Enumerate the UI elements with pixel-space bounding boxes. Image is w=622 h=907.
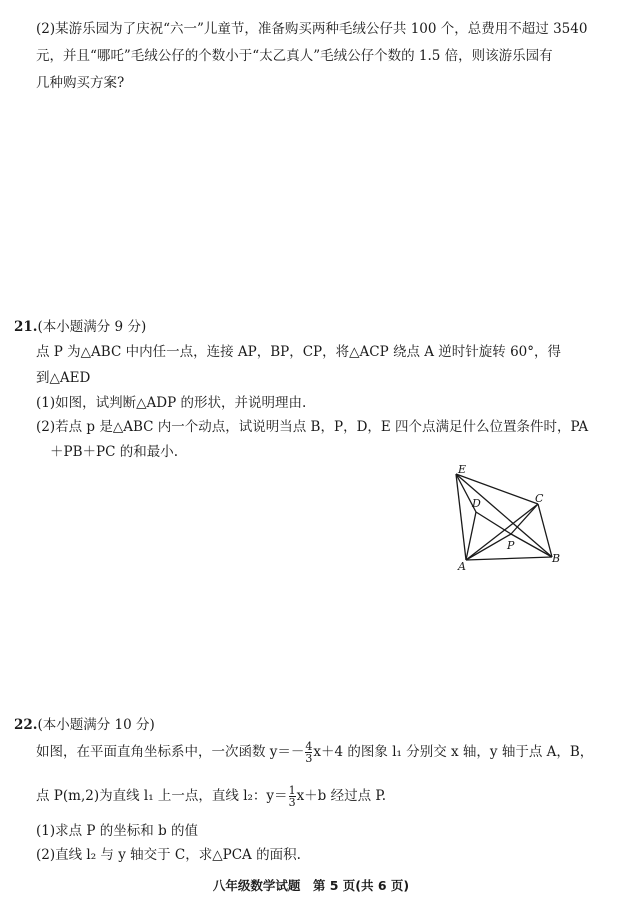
segment-cb (538, 504, 552, 557)
fraction-denominator: 3 (305, 752, 313, 765)
q20-part2-line2: 元，并且“哪吒”毛绒公仔的个数小于“太乙真人”毛绒公仔个数的 1.5 倍，则该游乐园有 (36, 48, 553, 64)
q20-part2-line1: (2)某游乐园为了庆祝“六一”儿童节，准备购买两种毛绒公仔共 100 个，总费用不超过 3540 (36, 21, 588, 37)
label-p: P (507, 539, 515, 552)
q21-score-note: (本小题满分 9 分) (37, 319, 147, 335)
q21-geometry-figure (440, 462, 590, 582)
fraction-numerator: 4 (305, 740, 313, 753)
segment-pb (511, 534, 552, 557)
segment-ap (466, 534, 511, 560)
segment-ab (466, 557, 552, 560)
q22-heading (14, 716, 155, 734)
fraction-numerator: 1 (288, 784, 296, 797)
q22-stem-line2 (36, 784, 386, 808)
page-footer: 八年级数学试题 第 5 页(共 6 页) (212, 878, 410, 893)
segment-ae (456, 474, 466, 560)
q22-score-note: (本小题满分 10 分) (37, 717, 155, 733)
q22-stem-line2-part-b: x＋b 经过点 P. (296, 788, 387, 804)
q22-stem-line1-part-a: 如图，在平面直角坐标系中，一次函数 y＝－ (36, 744, 305, 760)
q21-number: 21. (14, 319, 38, 335)
q22-fraction-4-3 (305, 741, 312, 764)
q22-stem-line1 (36, 740, 593, 764)
q22-fraction-1-3 (289, 785, 296, 808)
segment-ec (456, 474, 538, 504)
q22-stem-line2-part-a: 点 P(m,2)为直线 l₁ 上一点，直线 l₂：y＝ (36, 788, 288, 804)
q21-part1: (1)如图，试判断△ADP 的形状，并说明理由. (36, 395, 307, 411)
q22-number: 22. (14, 717, 38, 733)
q21-part2-line1: (2)若点 p 是△ABC 内一个动点，试说明当点 B，P，D，E 四个点满足什么位置条件时，PA (36, 419, 589, 435)
q22-part2: (2)直线 l₂ 与 y 轴交于 C，求△PCA 的面积. (36, 847, 301, 863)
label-e: E (458, 463, 467, 476)
label-d: D (472, 497, 481, 510)
fraction-denominator: 3 (288, 796, 296, 809)
label-b: B (552, 552, 561, 565)
q21-stem-line2: 到△AED (36, 370, 91, 386)
label-a: A (458, 560, 466, 573)
q21-part2-line2: ＋PB＋PC 的和最小. (50, 444, 178, 460)
q21-heading (14, 318, 146, 336)
q22-stem-line1-part-b: x＋4 的图象 l₁ 分别交 x 轴，y 轴于点 A，B， (313, 744, 594, 760)
segment-pc (511, 504, 538, 534)
segment-dp (476, 512, 511, 534)
q21-stem-line1: 点 P 为△ABC 中内任一点，连接 AP，BP，CP，将△ACP 绕点 A 逆时针旋转 60°，得 (36, 344, 562, 360)
label-c: C (535, 492, 544, 505)
q22-part1: (1)求点 P 的坐标和 b 的值 (36, 823, 199, 839)
segment-eb (456, 474, 552, 557)
q20-part2-line3: 几种购买方案? (36, 75, 125, 91)
